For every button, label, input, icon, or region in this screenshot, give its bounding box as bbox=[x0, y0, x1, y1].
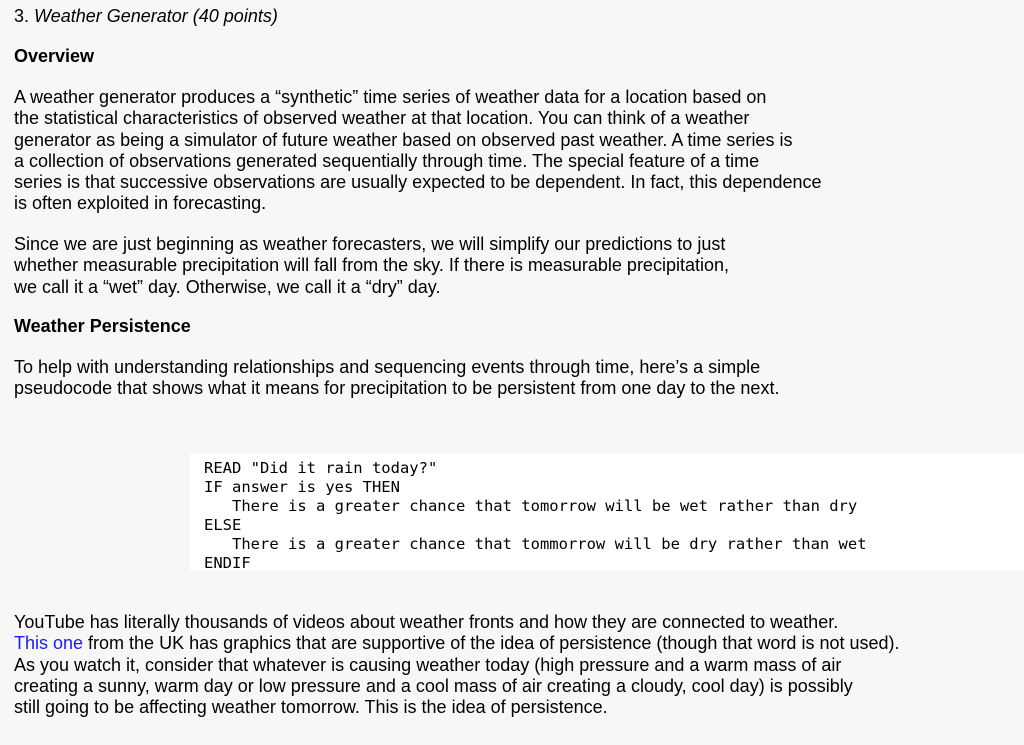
code-line: There is a greater chance that tomorrow will be wet rather than dry bbox=[204, 497, 858, 515]
code-line: ENDIF bbox=[204, 554, 251, 572]
code-line: There is a greater chance that tommorrow will be dry rather than wet bbox=[204, 535, 867, 553]
text-line: pseudocode that shows what it means for precipitation to be persistent from one day to the next. bbox=[14, 378, 780, 399]
text-line: the statistical characteristics of observed weather at that location. You can think of a weather bbox=[14, 108, 750, 129]
persistence-heading: Weather Persistence bbox=[14, 316, 191, 336]
question-heading bbox=[14, 6, 278, 27]
question-number: 3. bbox=[14, 6, 30, 26]
pseudocode-block bbox=[190, 453, 1024, 571]
code-line: ELSE bbox=[204, 516, 242, 534]
overview-paragraph-2 bbox=[14, 234, 729, 298]
code-line: READ "Did it rain today?" bbox=[204, 459, 438, 477]
question-title: Weather Generator (40 points) bbox=[34, 6, 278, 26]
overview-paragraph-1 bbox=[14, 87, 822, 215]
text-line: generator as being a simulator of future weather based on observed past weather. A time series is bbox=[14, 129, 793, 150]
text-line: a collection of observations generated sequentially through time. The special feature of a time bbox=[14, 150, 760, 171]
link-line-rest: from the UK has graphics that are supportive of the idea of persistence (though that word is not used). bbox=[83, 633, 900, 654]
persistence-intro bbox=[14, 357, 779, 400]
video-link[interactable]: This one bbox=[14, 633, 84, 654]
overview-heading: Overview bbox=[14, 46, 95, 66]
text-line: we call it a “wet” day. Otherwise, we call it a “dry” day. bbox=[14, 276, 441, 297]
text-line: To help with understanding relationships and sequencing events through time, here’s a simple bbox=[14, 357, 761, 377]
text-line: whether measurable precipitation will fall from the sky. If there is measurable precipitation, bbox=[14, 255, 729, 276]
text-line: As you watch it, consider that whatever is causing weather today (high pressure and a warm mass of air bbox=[14, 654, 842, 675]
text-line: series is that successive observations are usually expected to be dependent. In fact, this dependence bbox=[14, 172, 822, 193]
code-line: IF answer is yes THEN bbox=[204, 478, 400, 496]
youtube-paragraph bbox=[14, 612, 900, 718]
text-line: Since we are just beginning as weather forecasters, we will simplify our predictions to just bbox=[14, 234, 726, 254]
text-line-with-link bbox=[14, 633, 900, 654]
text-line: A weather generator produces a “synthetic” time series of weather data for a location based on bbox=[14, 87, 767, 107]
text-line: creating a sunny, warm day or low pressure and a cool mass of air creating a cloudy, cool day) is possibly bbox=[14, 675, 853, 696]
text-line: still going to be affecting weather tomorrow. This is the idea of persistence. bbox=[14, 697, 608, 718]
text-line: YouTube has literally thousands of videos about weather fronts and how they are connected to weather. bbox=[14, 612, 839, 632]
text-line: is often exploited in forecasting. bbox=[14, 193, 267, 214]
